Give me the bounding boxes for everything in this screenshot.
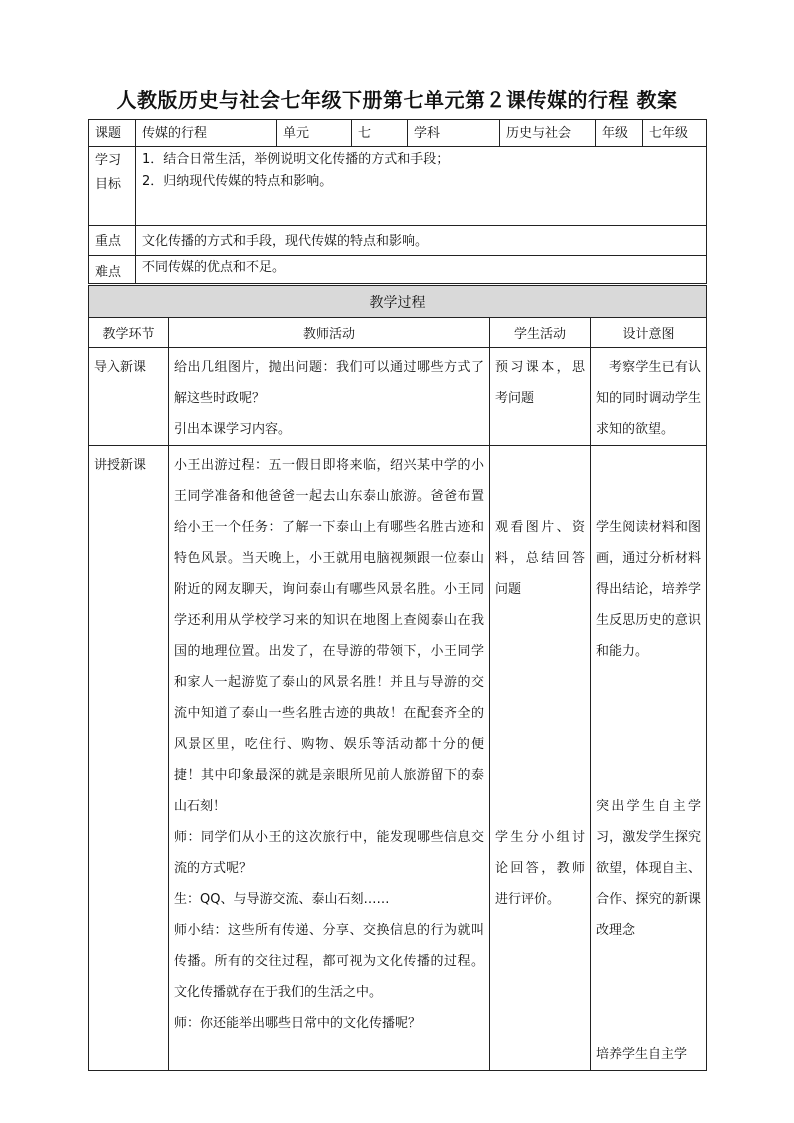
teacher-text: 师：你还能举出哪些日常中的文化传播呢？ (174, 1016, 422, 1031)
process-header-row (89, 318, 707, 348)
grade-label: 年级 (596, 120, 643, 147)
goals-content (136, 147, 707, 226)
student-text: 观看图片、资料，总结回答问题 (495, 520, 585, 597)
teacher-text: 师：同学们从小王的这次旅行中，能发现哪些信息交流的方式呢？ (174, 830, 484, 876)
subject-label: 学科 (408, 120, 500, 147)
teacher-text: 师小结：这些所有传递、分享、交换信息的行为就叫传播。所有的交往过程，都可视为文化传播的过程。文化传播就存在于我们的生活之中。 (174, 923, 484, 1000)
goal-item: 2．归纳现代传媒的特点和影响。 (142, 174, 333, 189)
stage-cell: 导入新课 (89, 348, 169, 446)
goal-item: 1．结合日常生活，举例说明文化传播的方式和手段； (142, 152, 450, 167)
goals-label: 学习 目标 (89, 147, 136, 226)
teacher-text: 给出几组图片，抛出问题：我们可以通过哪些方式了解这些时政呢？ (174, 360, 484, 406)
info-row (89, 120, 707, 147)
focus-label: 重点 (89, 226, 136, 256)
intent-text: 突出学生自主学习，激发学生探究欲望，体现自主、合作、探究的新课改理念 (596, 799, 701, 938)
teacher-text: 生：QQ、与导游交流、泰山石刻…… (174, 892, 390, 907)
intent-cell: 考察学生已有认知的同时调动学生求知的欲望。 (591, 348, 707, 446)
teacher-cell (169, 446, 490, 1071)
topic-label: 课题 (89, 120, 136, 147)
student-cell (490, 446, 591, 1071)
intent-text: 学生阅读材料和图画，通过分析材料得出结论，培养学生反思历史的意识和能力。 (596, 520, 701, 659)
teaching-process-table (88, 285, 707, 1071)
process-band-row (89, 286, 707, 318)
difficulty-label: 难点 (89, 256, 136, 284)
teacher-text: 引出本课学习内容。 (174, 422, 292, 437)
process-row-lecture (89, 446, 707, 1071)
teacher-text: 小王出游过程：五一假日即将来临，绍兴某中学的小王同学准备和他爸爸一起去山东泰山旅游。爸爸布置给小王一个任务：了解一下泰山上有哪些名胜古迹和特色风景。当天晚上，小王就用电脑视频跟一位泰山附近的网友聊天，询问泰山有哪些风景名胜。小王同学还利用从学校学习来的知识在地图上查阅泰山在我国的地理位置。出发了，在导游的带领下，小王同学和家人一起游览了泰山的风景名胜！并且与导游的交流中知道了泰山一些名胜古迹的典故！在配套齐全的风景区里，吃住行、购物、娱乐等活动都十分的便捷！其中印象最深的就是亲眼所见前人旅游留下的泰山石刻！ (174, 458, 484, 814)
focus-row (89, 226, 707, 256)
header-intent: 设计意图 (591, 318, 707, 348)
grade-value: 七年级 (643, 120, 707, 147)
student-text: 学生分小组讨论回答，教师进行评价。 (495, 830, 585, 907)
lesson-info-table (88, 119, 707, 284)
teacher-cell (169, 348, 490, 446)
stage-cell: 讲授新课 (89, 446, 169, 1071)
subject-value: 历史与社会 (500, 120, 596, 147)
topic-value: 传媒的行程 (136, 120, 277, 147)
difficulty-row (89, 256, 707, 284)
unit-value: 七 (352, 120, 408, 147)
unit-label: 单元 (277, 120, 352, 147)
intent-text: 培养学生自主学 (596, 1047, 688, 1062)
process-band: 教学过程 (89, 286, 707, 318)
header-stage: 教学环节 (89, 318, 169, 348)
student-cell: 预习课本，思考问题 (490, 348, 591, 446)
header-teacher: 教师活动 (169, 318, 490, 348)
intent-cell (591, 446, 707, 1071)
header-student: 学生活动 (490, 318, 591, 348)
focus-text: 文化传播的方式和手段，现代传媒的特点和影响。 (136, 226, 707, 256)
process-row-intro (89, 348, 707, 446)
goals-row (89, 147, 707, 226)
document-title: 人教版历史与社会七年级下册第七单元第２课传媒的行程 教案 (116, 88, 678, 112)
difficulty-text: 不同传媒的优点和不足。 (136, 256, 707, 284)
